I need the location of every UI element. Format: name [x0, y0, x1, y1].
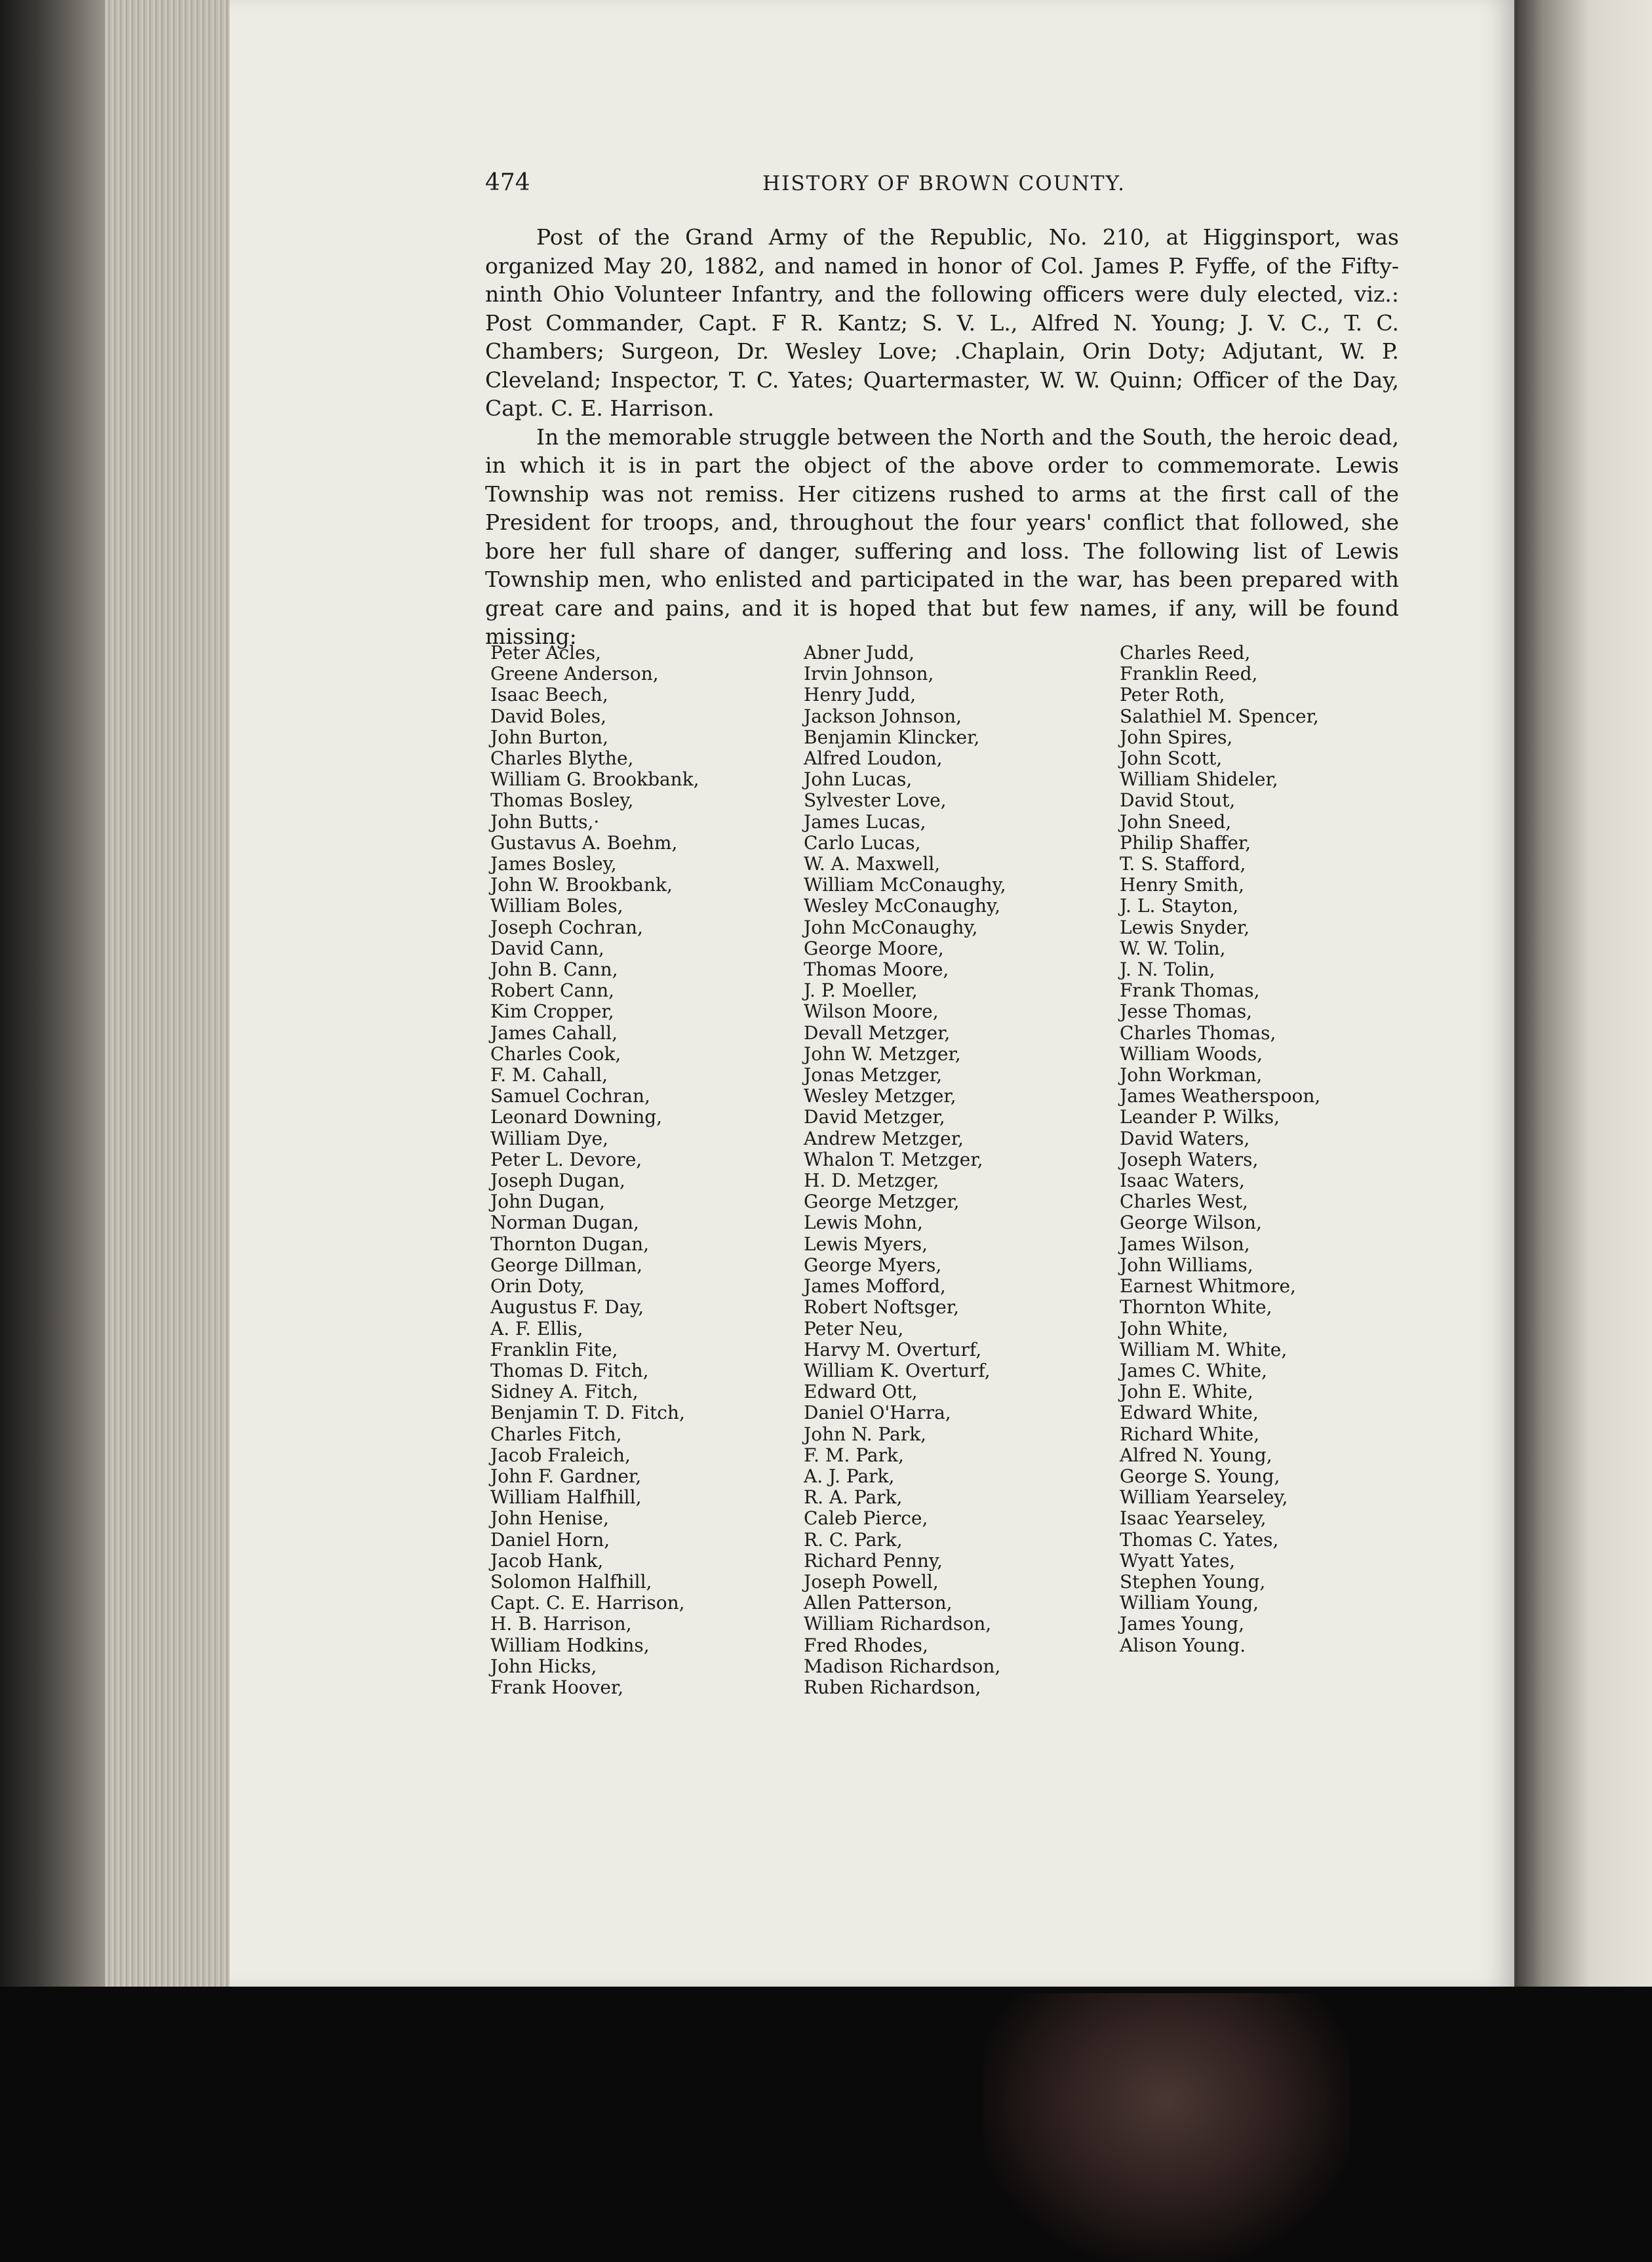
roster-name: Jesse Thomas,: [1120, 1001, 1253, 1023]
roster-name: Richard Penny,: [804, 1549, 943, 1572]
roster-name: John Dugan,: [490, 1191, 606, 1213]
roster-column-2: [804, 643, 1112, 1698]
facing-page-edge: [1514, 0, 1652, 1987]
roster-name: John Burton,: [490, 726, 609, 748]
roster-name: Carlo Lucas,: [804, 831, 921, 854]
roster-name: James Mofford,: [804, 1275, 946, 1298]
roster-name: William Shideler,: [1120, 768, 1278, 791]
roster-name: William K. Overturf,: [804, 1359, 991, 1381]
roster-name: George Wilson,: [1120, 1212, 1262, 1234]
roster-name: Alison Young.: [1120, 1634, 1246, 1656]
roster-name: Greene Anderson,: [490, 663, 659, 685]
roster-name: Jacob Fraleich,: [490, 1444, 631, 1466]
book-gutter: [0, 0, 105, 2262]
roster-name: Allen Patterson,: [804, 1592, 953, 1614]
roster-name: Whalon T. Metzger,: [804, 1148, 983, 1170]
page-header: [485, 169, 1403, 202]
roster-name: Fred Rhodes,: [804, 1634, 928, 1656]
roster-name: Peter Acles,: [490, 642, 601, 664]
roster-name: David Stout,: [1120, 789, 1236, 812]
roster-name: Peter L. Devore,: [490, 1148, 642, 1170]
roster-name: Stephen Young,: [1120, 1570, 1266, 1593]
roster-name: James Bosley,: [490, 853, 617, 875]
roster-name: John B. Cann,: [490, 959, 618, 981]
roster-name: William McConaughy,: [804, 874, 1006, 896]
roster-name: Alfred N. Young,: [1120, 1444, 1272, 1466]
roster-name: Thornton White,: [1120, 1296, 1272, 1319]
roster-name: Charles West,: [1120, 1191, 1248, 1213]
roster-name: Capt. C. E. Harrison,: [490, 1592, 685, 1614]
roster-name: James Wilson,: [1120, 1233, 1250, 1255]
roster-name: Wilson Moore,: [804, 1001, 939, 1023]
roster-name: Wesley McConaughy,: [804, 895, 1001, 917]
roster-name: Henry Smith,: [1120, 874, 1244, 896]
roster-name: John Butts,·: [490, 810, 600, 833]
roster-name: Joseph Cochran,: [490, 916, 643, 938]
roster-column-3: [1120, 643, 1428, 1656]
roster-name: William Richardson,: [804, 1613, 992, 1635]
roster-name: William M. White,: [1120, 1338, 1288, 1360]
roster-name: Thomas C. Yates,: [1120, 1528, 1279, 1551]
roster-name: Edward Ott,: [804, 1381, 918, 1403]
roster-name: John Sneed,: [1120, 810, 1232, 833]
roster-name: Leander P. Wilks,: [1120, 1106, 1280, 1128]
roster-name: Philip Shaffer,: [1120, 831, 1251, 854]
roster-name: W. W. Tolin,: [1120, 937, 1226, 959]
roster-name: Joseph Waters,: [1120, 1148, 1259, 1170]
roster-name: Joseph Dugan,: [490, 1170, 625, 1192]
paragraph-gar-post: Post of the Grand Army of the Republic, No. 210, at Higginsport, was organized May 20, 1882, and named in honor of Col. James P. Fyffe, of the Fifty-ninth Ohio Volunteer Infantry, and the following officers were duly elected, viz.: Post Commander, Capt. F R. Kantz; S. V. L., Alfred N. Young; J. V. C., T. C. Chambers; Surgeon, Dr. Wesley Love; .Chaplain, Orin Doty; Adjutant, W. P. Cleveland; Inspector, T. C. Yates; Quartermaster, W. W. Quinn; Officer of the Day, Capt. C. E. Harrison.: [485, 224, 1399, 421]
roster-name: Earnest Whitmore,: [1120, 1275, 1296, 1298]
roster-name: Isaac Beech,: [490, 684, 608, 706]
roster-name: T. S. Stafford,: [1120, 853, 1246, 875]
page-edges: [105, 0, 229, 1989]
roster-name: Henry Judd,: [804, 684, 916, 706]
roster-name: Charles Cook,: [490, 1042, 621, 1065]
roster-name: John W. Brookbank,: [490, 874, 673, 896]
roster-name: F. M. Park,: [804, 1444, 904, 1466]
roster-name: John Lucas,: [804, 768, 913, 791]
roster-name: George Dillman,: [490, 1254, 643, 1276]
roster-name: W. A. Maxwell,: [804, 853, 941, 875]
roster-name: Lewis Mohn,: [804, 1212, 923, 1234]
roster-name: James C. White,: [1120, 1359, 1268, 1381]
body-text: [485, 223, 1399, 651]
roster-name: Irvin Johnson,: [804, 663, 934, 685]
roster-name: William Hodkins,: [490, 1634, 650, 1656]
roster-name: Abner Judd,: [804, 642, 915, 664]
roster-name: Joseph Powell,: [804, 1570, 939, 1593]
roster-name: A. J. Park,: [804, 1465, 895, 1487]
roster-name: William Young,: [1120, 1592, 1259, 1614]
roster-name: Madison Richardson,: [804, 1655, 1001, 1677]
roster-name: Benjamin T. D. Fitch,: [490, 1402, 685, 1424]
roster-name: R. A. Park,: [804, 1486, 903, 1509]
roster-name: George Metzger,: [804, 1191, 960, 1213]
roster-name: Sylvester Love,: [804, 789, 947, 812]
roster-name: John Hicks,: [490, 1655, 597, 1677]
roster-name: George Moore,: [804, 937, 944, 959]
roster-name: Richard White,: [1120, 1423, 1260, 1445]
roster-name: Edward White,: [1120, 1402, 1259, 1424]
roster-name: David Boles,: [490, 705, 606, 727]
roster-name: William G. Brookbank,: [490, 768, 699, 791]
roster-name: Alfred Loudon,: [804, 747, 943, 770]
roster-name: Benjamin Klincker,: [804, 726, 980, 748]
roster-name: J. L. Stayton,: [1120, 895, 1239, 917]
roster-name: John Workman,: [1120, 1064, 1263, 1086]
roster-name: William Halfhill,: [490, 1486, 642, 1509]
roster-name: Frank Hoover,: [490, 1676, 624, 1698]
roster-name: Leonard Downing,: [490, 1106, 663, 1128]
roster-name: R. C. Park,: [804, 1528, 903, 1551]
roster-name: John Scott,: [1120, 747, 1223, 770]
page-number: 474: [485, 169, 530, 196]
roster-name: J. N. Tolin,: [1120, 959, 1215, 981]
roster-name: H. D. Metzger,: [804, 1170, 939, 1192]
roster-name: William Yearseley,: [1120, 1486, 1288, 1509]
roster-name: Samuel Cochran,: [490, 1085, 650, 1107]
roster-name: Orin Doty,: [490, 1275, 585, 1298]
roster-name: Augustus F. Day,: [490, 1296, 644, 1319]
roster-name: John F. Gardner,: [490, 1465, 642, 1487]
roster-name: Charles Blythe,: [490, 747, 634, 770]
roster-name: John Henise,: [490, 1507, 609, 1530]
roster-name: Daniel Horn,: [490, 1528, 610, 1551]
paragraph-lewis-township: In the memorable struggle between the North and the South, the heroic dead, in which it is in part the object of the above order to commemorate. Lewis Township was not remiss. Her citizens rushed to arms at the first call of the President for troops, and, throughout the four years' conflict that followed, she bore her full share of danger, suffering and loss. The following list of Lewis Township men, who enlisted and participated in the war, has been prepared with great care and pains, and it is hoped that but few names, if any, will be found missing:: [485, 424, 1399, 649]
scanner-background: [0, 1987, 1652, 2262]
roster-name: Devall Metzger,: [804, 1022, 951, 1044]
roster-name: Thomas Bosley,: [490, 789, 634, 812]
roster-name: Isaac Yearseley,: [1120, 1507, 1267, 1530]
roster-name: John Williams,: [1120, 1254, 1253, 1276]
roster-name: Robert Noftsger,: [804, 1296, 960, 1319]
roster-name: Peter Roth,: [1120, 684, 1225, 706]
roster-name: Gustavus A. Boehm,: [490, 831, 678, 854]
roster-name: Harvy M. Overturf,: [804, 1338, 982, 1360]
roster-name: James Cahall,: [490, 1022, 618, 1044]
roster-name: Charles Fitch,: [490, 1423, 622, 1445]
roster-name: Thomas Moore,: [804, 959, 949, 981]
roster-name: James Lucas,: [804, 810, 926, 833]
roster-name: John E. White,: [1120, 1381, 1253, 1403]
roster-name: Ruben Richardson,: [804, 1676, 981, 1698]
roster-name: H. B. Harrison,: [490, 1613, 632, 1635]
roster-name: Charles Thomas,: [1120, 1022, 1276, 1044]
roster-name: William Boles,: [490, 895, 623, 917]
roster-name: John Spires,: [1120, 726, 1233, 748]
roster-name: George Myers,: [804, 1254, 942, 1276]
roster-name: Caleb Pierce,: [804, 1507, 928, 1530]
roster-name: James Weatherspoon,: [1120, 1085, 1321, 1107]
roster-name: Kim Cropper,: [490, 1001, 614, 1023]
roster-name: John W. Metzger,: [804, 1042, 961, 1065]
roster-name: Norman Dugan,: [490, 1212, 639, 1234]
roster-name: Andrew Metzger,: [804, 1127, 964, 1149]
roster-name: Peter Neu,: [804, 1317, 904, 1339]
roster-name: Franklin Reed,: [1120, 663, 1258, 685]
roster-name: David Waters,: [1120, 1127, 1250, 1149]
roster-name: Daniel O'Harra,: [804, 1402, 951, 1424]
roster-name: Salathiel M. Spencer,: [1120, 705, 1319, 727]
roster-name: David Metzger,: [804, 1106, 945, 1128]
roster-name: Wyatt Yates,: [1120, 1549, 1236, 1572]
roster-name: Lewis Myers,: [804, 1233, 928, 1255]
scanner-shadow: [983, 1993, 1350, 2262]
roster-name: George S. Young,: [1120, 1465, 1280, 1487]
roster-name: Jonas Metzger,: [804, 1064, 943, 1086]
roster-name: Isaac Waters,: [1120, 1170, 1245, 1192]
roster-name: F. M. Cahall,: [490, 1064, 608, 1086]
roster-name: Jackson Johnson,: [804, 705, 962, 727]
roster-name: Charles Reed,: [1120, 642, 1251, 664]
running-head: HISTORY OF BROWN COUNTY.: [762, 172, 1126, 195]
roster-name: Franklin Fite,: [490, 1338, 618, 1360]
roster-name: Thomas D. Fitch,: [490, 1359, 649, 1381]
roster-name: William Dye,: [490, 1127, 608, 1149]
roster-name: J. P. Moeller,: [804, 980, 918, 1002]
roster-name: Wesley Metzger,: [804, 1085, 956, 1107]
roster-column-1: [490, 643, 798, 1698]
roster-name: David Cann,: [490, 937, 604, 959]
roster-name: Thornton Dugan,: [490, 1233, 650, 1255]
roster-name: Robert Cann,: [490, 980, 615, 1002]
roster-name: John N. Park,: [804, 1423, 927, 1445]
roster-name: Frank Thomas,: [1120, 980, 1260, 1002]
roster-name: Jacob Hank,: [490, 1549, 604, 1572]
roster-name: William Woods,: [1120, 1042, 1263, 1065]
roster-name: Solomon Halfhill,: [490, 1570, 652, 1593]
roster-name: John White,: [1120, 1317, 1229, 1339]
roster-name: Lewis Snyder,: [1120, 916, 1250, 938]
roster-name: Sidney A. Fitch,: [490, 1381, 639, 1403]
soldier-roster: [490, 643, 1408, 1705]
roster-name: John McConaughy,: [804, 916, 978, 938]
roster-name: A. F. Ellis,: [490, 1317, 583, 1339]
roster-name: James Young,: [1120, 1613, 1245, 1635]
